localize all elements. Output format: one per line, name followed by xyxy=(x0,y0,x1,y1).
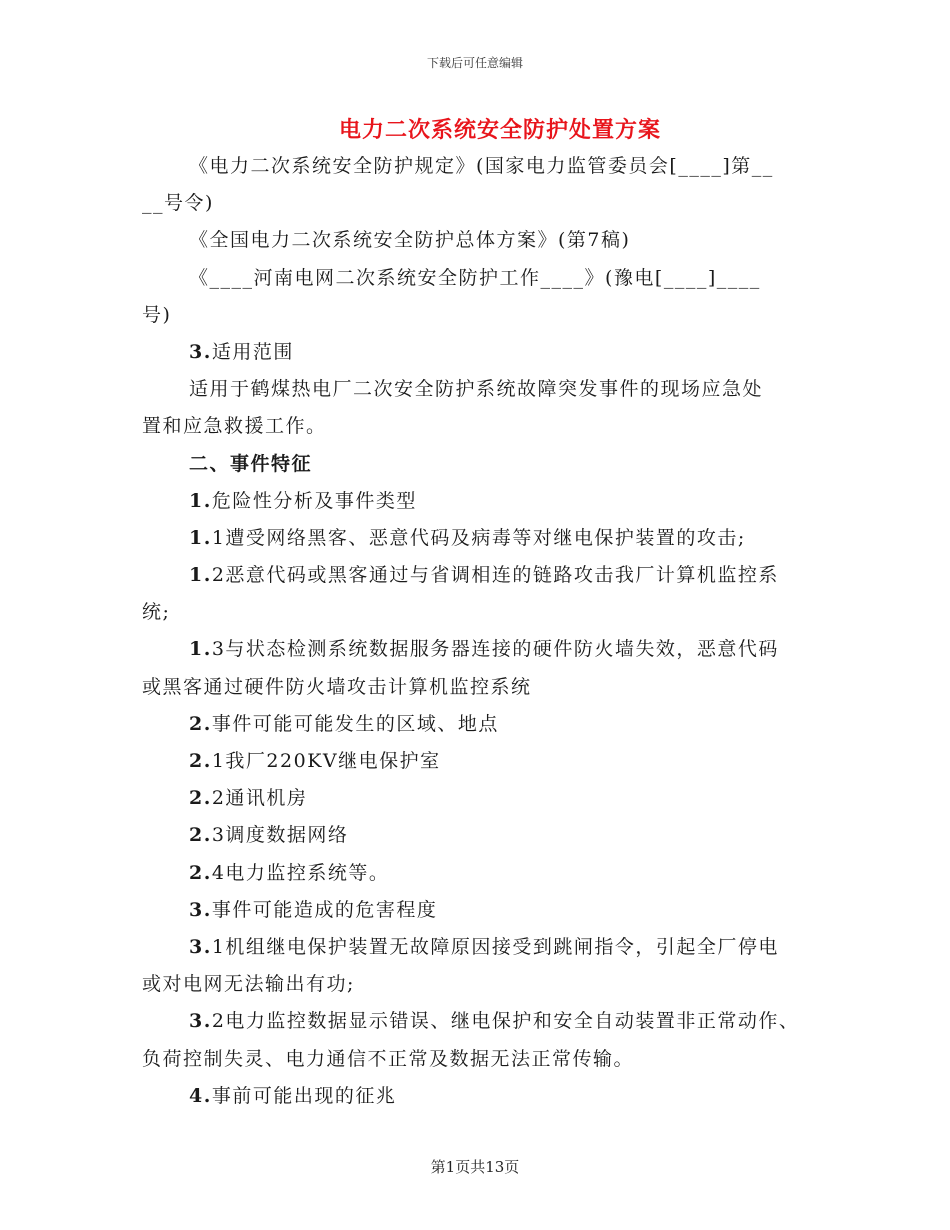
text-line xyxy=(142,669,822,706)
line-number: 2. xyxy=(189,787,212,810)
line-text: 1遭受网络黑客、恶意代码及病毒等对继电保护装置的攻击; xyxy=(211,526,746,549)
section-heading xyxy=(142,892,822,929)
line-text: 负荷控制失灵、电力通信不正常及数据无法正常传输。 xyxy=(142,1047,635,1070)
text-line xyxy=(142,371,822,408)
line-text: 或对电网无法输出有功; xyxy=(142,973,355,996)
line-text: 事件可能可能发生的区域、地点 xyxy=(211,712,499,735)
line-text: 2恶意代码或黑客通过与省调相连的链路攻击我厂计算机监控系 xyxy=(211,564,779,587)
text-line xyxy=(142,185,822,222)
line-number: 2. xyxy=(189,712,212,735)
text-line xyxy=(142,1041,822,1078)
line-text: 2电力监控数据显示错误、继电保护和安全自动装置非正常动作、 xyxy=(211,1010,800,1033)
chapter-heading xyxy=(142,446,822,483)
line-text: 统; xyxy=(142,601,171,624)
line-number: 2. xyxy=(189,750,212,772)
line-text: 1机组继电保护装置无故障原因接受到跳闸指令，引起全厂停电 xyxy=(211,935,779,958)
line-text: 危险性分析及事件类型 xyxy=(211,489,417,512)
text-line xyxy=(142,594,822,631)
line-number: 3. xyxy=(189,1010,212,1033)
line-text: 适用于鹤煤热电厂二次安全防护系统故障突发事件的现场应急处 xyxy=(189,378,764,401)
page-number: 第1页共13页 xyxy=(430,1158,520,1176)
line-text: __号令) xyxy=(142,192,214,215)
line-number: 3. xyxy=(189,898,212,921)
list-item xyxy=(142,520,822,557)
line-number: 4. xyxy=(189,1084,212,1107)
line-text: 2通讯机房 xyxy=(211,787,308,810)
text-line xyxy=(142,966,822,1003)
text-line xyxy=(142,408,822,445)
text-line xyxy=(142,222,822,259)
list-item xyxy=(142,557,822,594)
document-body xyxy=(142,148,822,1115)
line-text: 《____河南电网二次系统安全防护工作____》(豫电[____]____ xyxy=(189,266,761,289)
line-text: 《电力二次系统安全防护规定》(国家电力监管委员会[____]第__ xyxy=(189,155,774,177)
list-item xyxy=(142,631,822,668)
line-text: 3与状态检测系统数据服务器连接的硬件防火墙失效，恶意代码 xyxy=(211,638,779,661)
section-heading xyxy=(142,1078,822,1115)
line-text: 事前可能出现的征兆 xyxy=(211,1084,397,1107)
line-number: 1. xyxy=(189,638,212,661)
line-number: 1. xyxy=(189,564,212,587)
line-text: 或黑客通过硬件防火墙攻击计算机监控系统 xyxy=(142,675,532,698)
section-heading xyxy=(142,334,822,371)
section-heading xyxy=(142,706,822,743)
line-text: 事件可能造成的危害程度 xyxy=(211,898,438,921)
list-item xyxy=(142,929,822,966)
list-item xyxy=(142,1003,822,1040)
line-number: 3. xyxy=(189,935,212,958)
line-text: 《全国电力二次系统安全防护总体方案》(第7稿) xyxy=(189,229,631,252)
line-text: 4电力监控系统等。 xyxy=(211,861,390,884)
text-line xyxy=(142,297,822,334)
section-heading xyxy=(142,483,822,520)
line-text: 3调度数据网络 xyxy=(211,824,349,847)
line-number: 1. xyxy=(189,526,212,549)
list-item xyxy=(142,743,822,780)
line-text: 二、事件特征 xyxy=(189,452,313,475)
line-text: 号) xyxy=(142,303,172,326)
list-item xyxy=(142,855,822,892)
line-number: 3. xyxy=(189,340,212,363)
line-number: 2. xyxy=(189,824,212,847)
line-text: 1我厂220KV继电保护室 xyxy=(211,750,441,772)
list-item xyxy=(142,817,822,854)
list-item xyxy=(142,780,822,817)
line-text: 适用范围 xyxy=(211,340,294,363)
header-note: 下载后可任意编辑 xyxy=(426,56,523,70)
line-number: 1. xyxy=(189,489,212,512)
text-line xyxy=(142,148,822,185)
line-number: 2. xyxy=(189,861,212,884)
line-text: 置和应急救援工作。 xyxy=(142,415,327,438)
document-title: 电力二次系统安全防护处置方案 xyxy=(338,117,661,143)
text-line xyxy=(142,260,822,297)
